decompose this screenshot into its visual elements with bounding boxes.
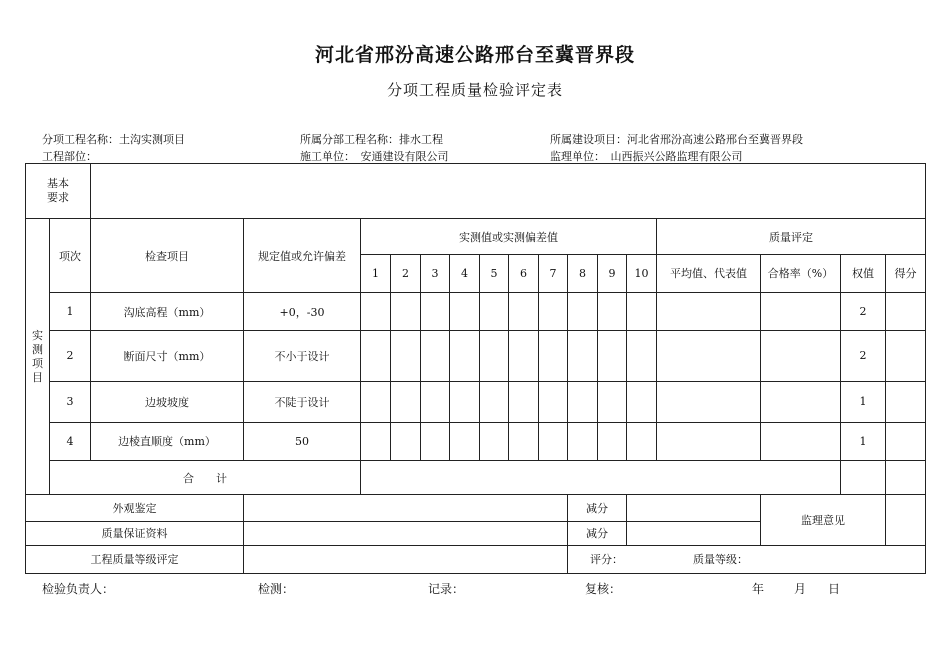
measure-col-header: 3 xyxy=(421,254,450,292)
location-field: 工程部位： xyxy=(42,150,97,163)
score-cell[interactable] xyxy=(886,422,926,460)
measure-cell[interactable] xyxy=(391,381,421,422)
measure-col-header: 10 xyxy=(627,254,657,292)
row-weight: 1 xyxy=(841,422,886,460)
measure-col-header: 7 xyxy=(539,254,568,292)
date-month: 月 xyxy=(794,582,807,596)
measure-cell[interactable] xyxy=(539,422,568,460)
grade-label: 质量等级： xyxy=(693,553,748,567)
basic-requirement-label: 基本 要求 xyxy=(26,164,91,219)
row-no: 4 xyxy=(50,422,91,460)
appearance-content[interactable] xyxy=(244,495,568,521)
row-no: 1 xyxy=(50,292,91,330)
row-item: 沟底高程（mm） xyxy=(91,292,244,330)
deduct-label-1: 减分 xyxy=(568,495,627,521)
measure-cell[interactable] xyxy=(627,331,657,381)
table-row xyxy=(26,292,926,330)
average-cell[interactable] xyxy=(657,292,761,330)
total-score-cell[interactable] xyxy=(886,461,926,495)
measure-col-header: 5 xyxy=(480,254,509,292)
measure-col-header: 6 xyxy=(509,254,539,292)
header-row-1 xyxy=(26,219,926,254)
measure-cell[interactable] xyxy=(509,292,539,330)
contractor-field: 施工单位： 安通建设有限公司 xyxy=(300,150,449,163)
measured-items-section-label: 实 测 项 目 xyxy=(26,219,50,495)
measure-cell[interactable] xyxy=(480,331,509,381)
measure-cell[interactable] xyxy=(421,331,450,381)
basic-requirement-content[interactable] xyxy=(91,164,926,219)
header-pass-rate: 合格率（%） xyxy=(761,254,841,292)
quality-docs-content[interactable] xyxy=(244,521,568,545)
measure-cell[interactable] xyxy=(421,381,450,422)
header-measured-values: 实测值或实测偏差值 xyxy=(361,219,657,254)
average-cell[interactable] xyxy=(657,331,761,381)
total-blank xyxy=(361,461,841,495)
deduct-label-2: 减分 xyxy=(568,521,627,545)
row-item: 边坡坡度 xyxy=(91,381,244,422)
grade-eval-label: 工程质量等级评定 xyxy=(26,545,244,573)
review-signature: 复核： xyxy=(585,582,622,596)
measure-cell[interactable] xyxy=(391,292,421,330)
row-no: 3 xyxy=(50,381,91,422)
measure-cell[interactable] xyxy=(598,381,627,422)
pass-rate-cell[interactable] xyxy=(761,381,841,422)
measure-cell[interactable] xyxy=(568,422,598,460)
measure-cell[interactable] xyxy=(598,422,627,460)
measure-cell[interactable] xyxy=(539,331,568,381)
measure-cell[interactable] xyxy=(361,381,391,422)
header-check-item: 检查项目 xyxy=(91,219,244,293)
record-signature: 记录： xyxy=(428,582,465,596)
measure-col-header: 4 xyxy=(450,254,480,292)
measure-col-header: 9 xyxy=(598,254,627,292)
score-cell[interactable] xyxy=(886,292,926,330)
row-weight: 2 xyxy=(841,292,886,330)
header-average: 平均值、代表值 xyxy=(657,254,761,292)
measure-cell[interactable] xyxy=(627,422,657,460)
score-cell[interactable] xyxy=(886,381,926,422)
supervision-label: 监理意见 xyxy=(761,495,886,545)
measure-cell[interactable] xyxy=(391,331,421,381)
header-item-no: 项次 xyxy=(50,219,91,293)
deduct-value-1[interactable] xyxy=(627,495,761,521)
measure-cell[interactable] xyxy=(361,422,391,460)
pass-rate-cell[interactable] xyxy=(761,422,841,460)
inspector-signature: 检验负责人： xyxy=(42,582,115,596)
table-row xyxy=(26,381,926,422)
document-title: 河北省邢汾高速公路邢台至冀晋界段 xyxy=(314,44,635,66)
average-cell[interactable] xyxy=(657,422,761,460)
header-score: 得分 xyxy=(886,254,926,292)
pass-rate-cell[interactable] xyxy=(761,331,841,381)
measure-col-header: 2 xyxy=(391,254,421,292)
table-row xyxy=(26,331,926,381)
pass-rate-cell[interactable] xyxy=(761,292,841,330)
measure-cell[interactable] xyxy=(509,331,539,381)
total-weight-cell[interactable] xyxy=(841,461,886,495)
header-weight: 权值 xyxy=(841,254,886,292)
form-subtitle: 分项工程质量检验评定表 xyxy=(386,81,563,99)
row-spec: +0，-30 xyxy=(244,292,361,330)
measure-cell[interactable] xyxy=(480,292,509,330)
measure-col-header: 1 xyxy=(361,254,391,292)
date-day: 日 xyxy=(828,582,841,596)
measure-cell[interactable] xyxy=(450,422,480,460)
grade-eval-row xyxy=(26,545,926,573)
item-name-field: 分项工程名称：土沟实测项目 xyxy=(42,133,185,146)
score-cell[interactable] xyxy=(886,331,926,381)
appearance-row xyxy=(26,495,926,521)
date-year: 年 xyxy=(752,582,765,596)
measure-cell[interactable] xyxy=(361,331,391,381)
inspection-table xyxy=(25,163,926,574)
measure-cell[interactable] xyxy=(627,381,657,422)
measure-cell[interactable] xyxy=(627,292,657,330)
deduct-value-2[interactable] xyxy=(627,521,761,545)
row-no: 2 xyxy=(50,331,91,381)
measure-col-header: 8 xyxy=(568,254,598,292)
grade-eval-fields xyxy=(568,545,926,573)
testing-signature: 检测： xyxy=(258,582,295,596)
measure-cell[interactable] xyxy=(421,422,450,460)
quality-docs-label: 质量保证资料 xyxy=(26,521,244,545)
measure-cell[interactable] xyxy=(480,422,509,460)
total-label: 合 计 xyxy=(50,461,361,495)
measure-cell[interactable] xyxy=(568,292,598,330)
table-row xyxy=(26,422,926,460)
header-quality-eval: 质量评定 xyxy=(657,219,926,254)
row-item: 边棱直顺度（mm） xyxy=(91,422,244,460)
measure-cell[interactable] xyxy=(539,381,568,422)
measure-cell[interactable] xyxy=(450,292,480,330)
measure-cell[interactable] xyxy=(539,292,568,330)
total-row xyxy=(26,461,926,495)
appearance-label: 外观鉴定 xyxy=(26,495,244,521)
measure-cell[interactable] xyxy=(421,292,450,330)
supervisor-field: 监理单位： 山西振兴公路监理有限公司 xyxy=(550,150,743,163)
measure-cell[interactable] xyxy=(391,422,421,460)
measure-cell[interactable] xyxy=(509,381,539,422)
score-label: 评分： xyxy=(590,553,623,567)
measure-cell[interactable] xyxy=(598,292,627,330)
row-spec: 不小于设计 xyxy=(244,331,361,381)
measure-cell[interactable] xyxy=(568,331,598,381)
average-cell[interactable] xyxy=(657,381,761,422)
measure-cell[interactable] xyxy=(509,422,539,460)
measure-cell[interactable] xyxy=(450,331,480,381)
measure-cell[interactable] xyxy=(361,292,391,330)
row-weight: 1 xyxy=(841,381,886,422)
measure-cell[interactable] xyxy=(480,381,509,422)
measure-cell[interactable] xyxy=(598,331,627,381)
supervision-content[interactable] xyxy=(886,495,926,545)
row-item: 断面尺寸（mm） xyxy=(91,331,244,381)
grade-eval-blank[interactable] xyxy=(244,545,568,573)
project-name-field: 所属建设项目：河北省邢汾高速公路邢台至冀晋界段 xyxy=(550,133,803,146)
header-spec: 规定值或允许偏差 xyxy=(244,219,361,293)
measure-cell[interactable] xyxy=(450,381,480,422)
row-spec: 不陡于设计 xyxy=(244,381,361,422)
basic-requirement-row xyxy=(26,164,926,219)
measure-cell[interactable] xyxy=(568,381,598,422)
division-name-field: 所属分部工程名称：排水工程 xyxy=(300,133,443,146)
row-spec: 50 xyxy=(244,422,361,460)
row-weight: 2 xyxy=(841,331,886,381)
